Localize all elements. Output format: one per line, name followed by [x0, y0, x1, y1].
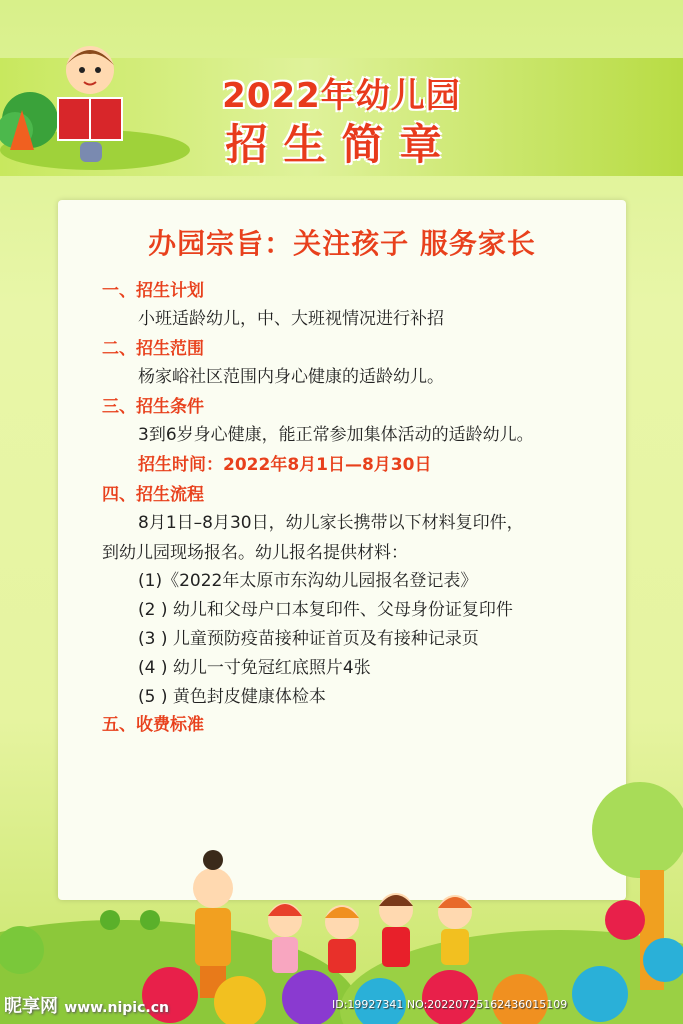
bottom-scenery-illustration: [0, 780, 683, 1024]
section-heading-process: 四、招生流程: [102, 485, 204, 505]
material-item-2: (2 ) 幼儿和父母户口本复印件、父母身份证复印件: [138, 600, 513, 620]
material-item-4: (4 ) 幼儿一寸免冠红底照片4张: [138, 658, 371, 678]
section-text-scope: 杨家峪社区范围内身心健康的适龄幼儿。: [138, 367, 444, 387]
section-heading-plan: 一、招生计划: [102, 281, 204, 301]
material-item-5: (5 ) 黄色封皮健康体检本: [138, 687, 326, 707]
material-item-1: (1)《2022年太原市东沟幼儿园报名登记表》: [138, 571, 478, 591]
section-text-plan: 小班适龄幼儿，中、大班视情况进行补招: [138, 309, 444, 329]
section-heading-fees: 五、收费标准: [102, 715, 204, 735]
watermark-id: ID:19927341 NO:20220725162436015109: [332, 998, 568, 1011]
section-text-conditions: 3到6岁身心健康，能正常参加集体活动的适龄幼儿。: [138, 425, 534, 445]
section-heading-scope: 二、招生范围: [102, 339, 204, 359]
page-title-year: 2022年幼儿园: [222, 76, 461, 116]
watermark-brand: [4, 992, 169, 1018]
material-item-3: (3 ) 儿童预防疫苗接种证首页及有接种记录页: [138, 629, 479, 649]
section-text-process-1: 8月1日–8月30日，幼儿家长携带以下材料复印件，: [138, 513, 524, 533]
motto-heading: 办园宗旨：关注孩子 服务家长: [148, 227, 536, 260]
watermark-url: www.nipic.cn: [64, 1000, 169, 1016]
section-heading-conditions: 三、招生条件: [102, 397, 204, 417]
enrollment-time: 招生时间：2022年8月1日—8月30日: [138, 455, 432, 475]
page-title: 招生简章: [225, 120, 458, 169]
watermark-brand-text: 昵享网: [4, 996, 58, 1017]
section-text-process-2: 到幼儿园现场报名。幼儿报名提供材料：: [102, 543, 408, 563]
